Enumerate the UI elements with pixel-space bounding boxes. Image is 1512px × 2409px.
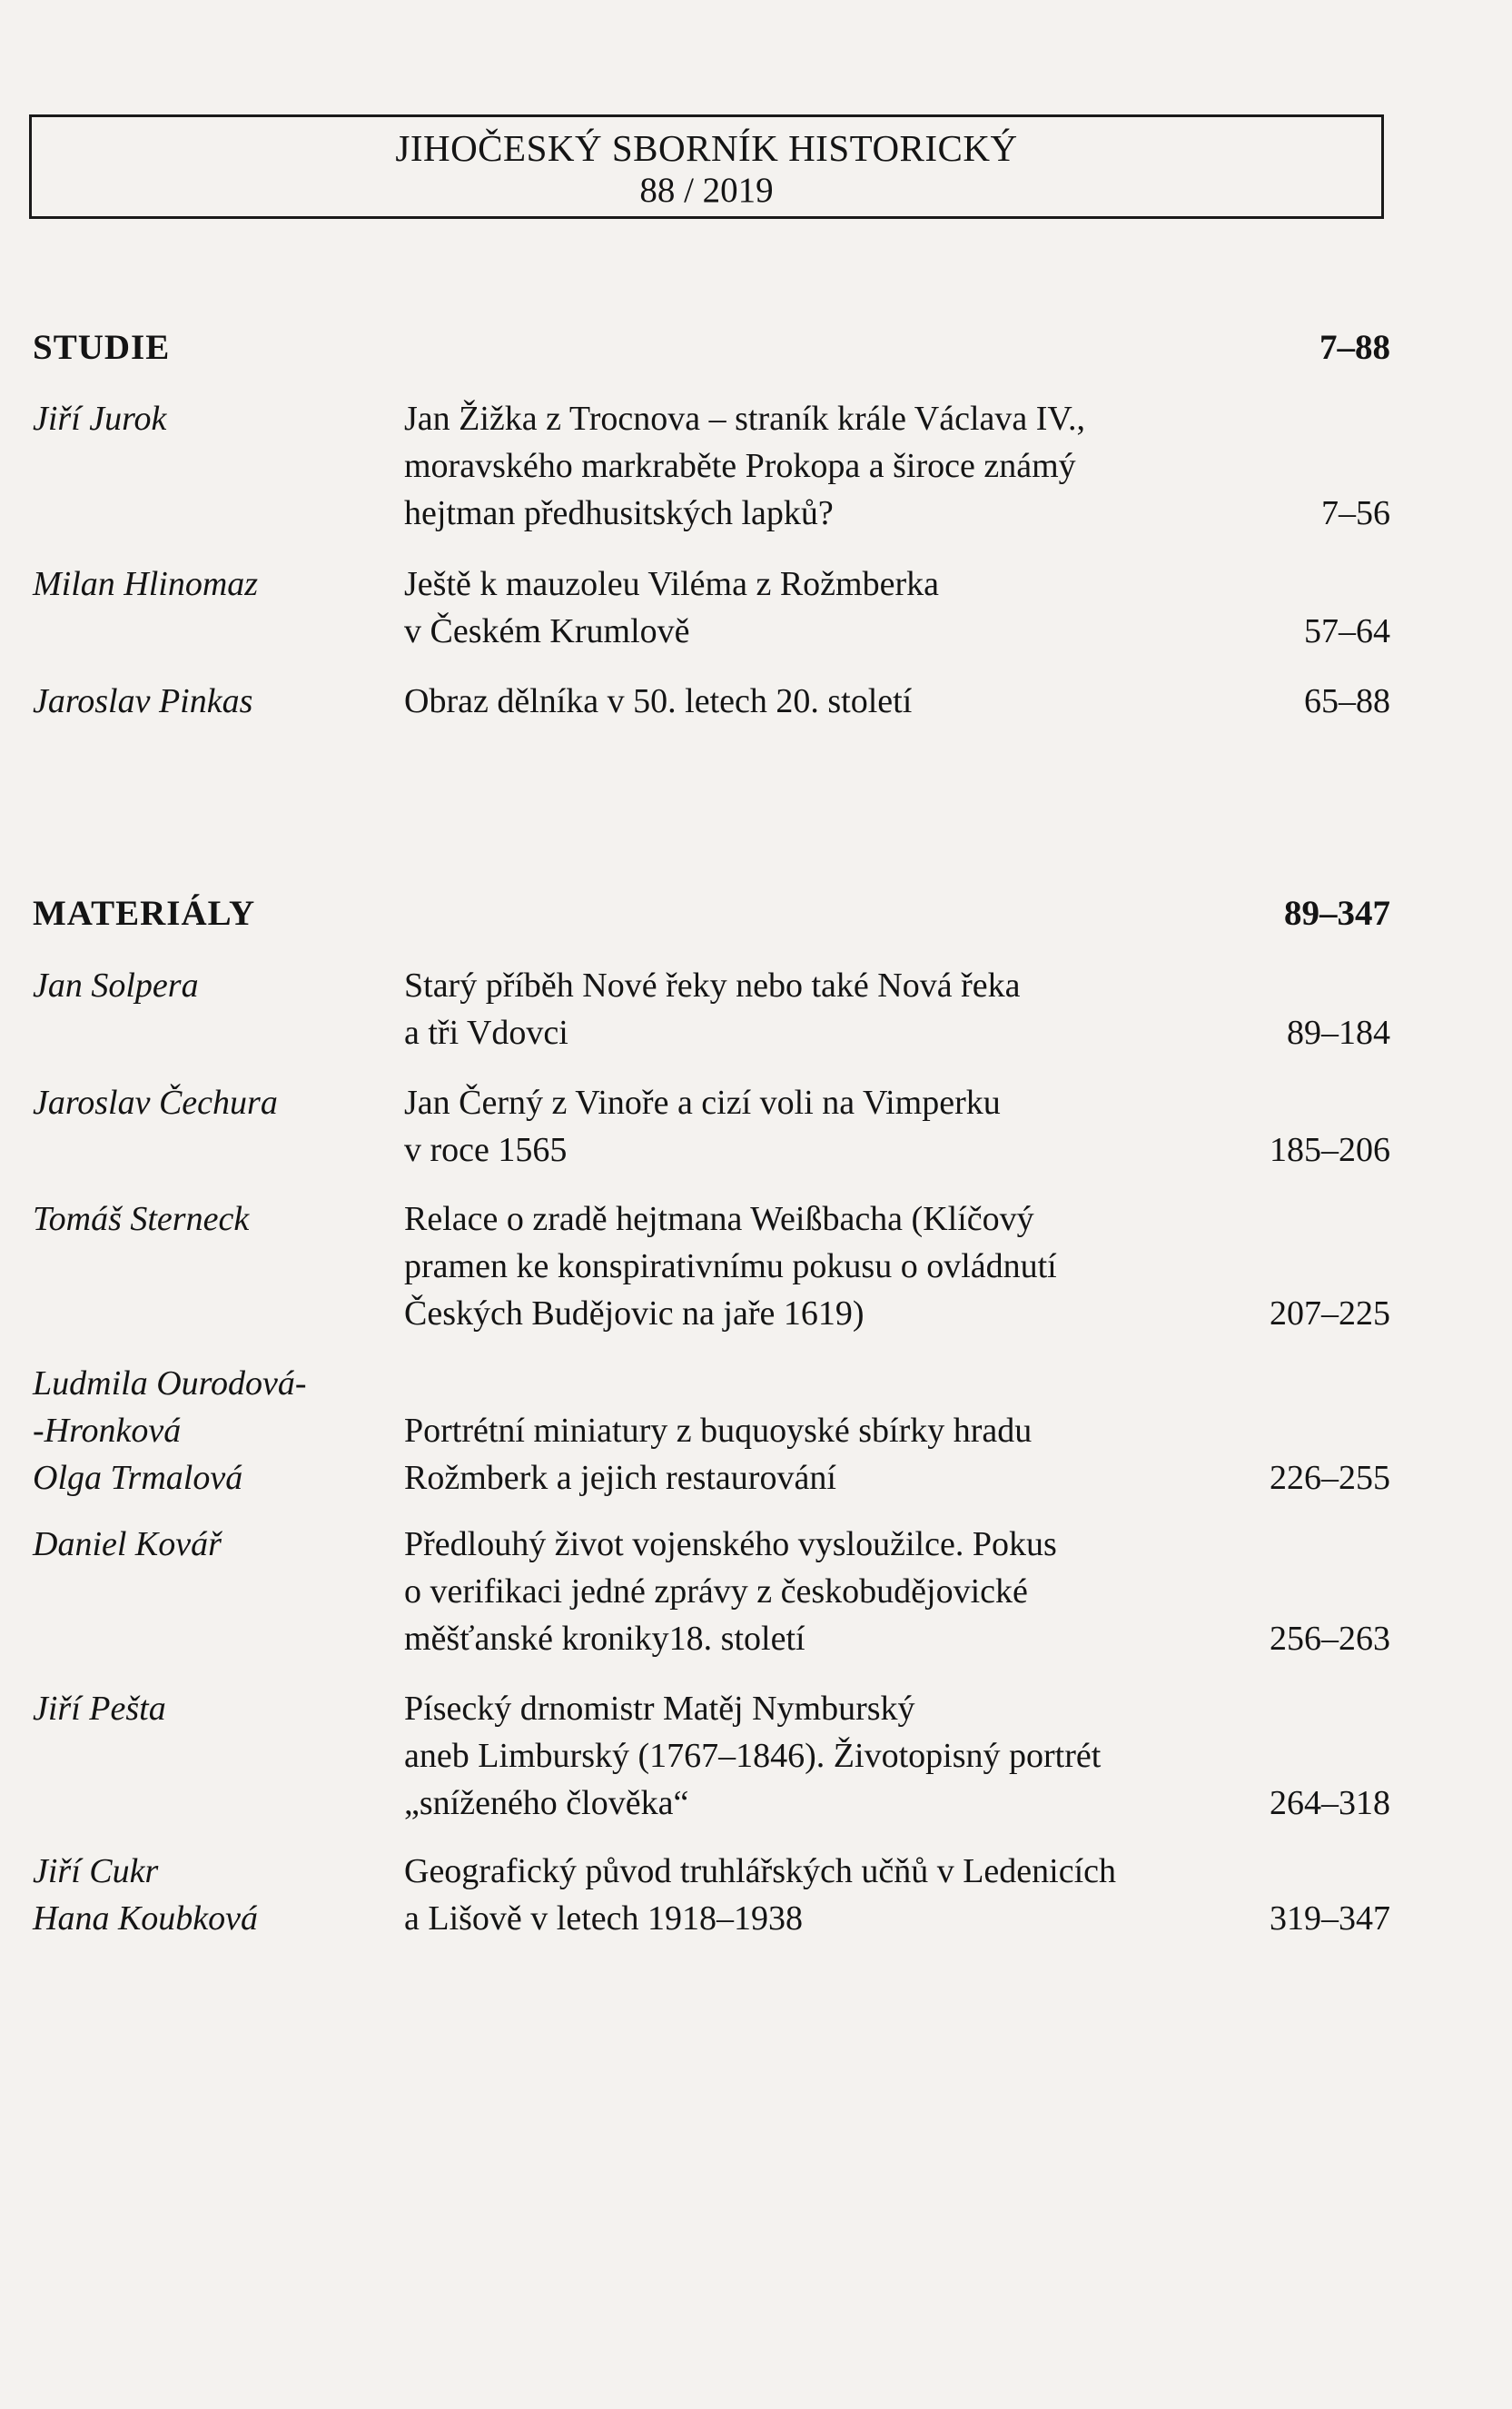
title-line: Geografický původ truhlářských učňů v Ledenicích [404, 1852, 1117, 1890]
title-line: Jan Černý z Vinoře a cizí voli na Vimperku [404, 1084, 1001, 1122]
toc-entry [33, 678, 1390, 729]
title-line: a Lišově v letech 1918–1938 [404, 1899, 804, 1938]
title-line: hejtman předhusitských lapků? [404, 494, 834, 532]
entry-pages: 207–225 [1270, 1294, 1390, 1333]
author-name: Jiří Jurok [33, 400, 167, 438]
entry-authors [33, 395, 387, 442]
author-name: -Hronková [33, 1412, 182, 1450]
toc-entry [33, 1848, 1390, 1948]
title-line: Předlouhý život vojenského vysloužilce. Pokus [404, 1525, 1057, 1563]
section-title: MATERIÁLY [33, 894, 256, 933]
entry-title [404, 1195, 1185, 1337]
entry-pages: 65–88 [1304, 682, 1390, 720]
section-title: STUDIE [33, 328, 171, 367]
toc-entry [33, 1079, 1390, 1179]
entry-authors [33, 962, 387, 1009]
entry-title [404, 678, 1185, 725]
entry-authors [33, 1685, 387, 1732]
entry-authors [33, 1848, 387, 1942]
title-line: o verifikaci jedné zprávy z českobudějovické [404, 1572, 1028, 1611]
title-line: Starý příběh Nové řeky nebo také Nová řeka [404, 967, 1021, 1005]
title-line: Českých Budějovic na jaře 1619) [404, 1294, 865, 1333]
title-line: Rožmberk a jejich restaurování [404, 1459, 836, 1497]
entry-pages: 264–318 [1270, 1784, 1390, 1822]
title-line: Jan Žižka z Trocnova – straník krále Václava IV., [404, 400, 1085, 438]
title-line: moravského markraběte Prokopa a široce známý [404, 447, 1076, 485]
entry-authors [33, 1079, 387, 1126]
section-heading-studie [33, 327, 1390, 372]
title-line: „sníženého člověka“ [404, 1784, 689, 1822]
title-line: pramen ke konspirativnímu pokusu o ovládnutí [404, 1247, 1057, 1285]
entry-title [404, 1685, 1185, 1827]
entry-pages: 89–184 [1287, 1014, 1390, 1052]
author-name: Daniel Kovář [33, 1525, 222, 1563]
toc-entry [33, 1685, 1390, 1830]
entry-pages: 226–255 [1270, 1459, 1390, 1497]
title-line: Portrétní miniatury z buquoyské sbírky hradu [404, 1412, 1033, 1450]
author-name: Jaroslav Pinkas [33, 682, 253, 720]
title-line: v Českém Krumlově [404, 612, 690, 650]
entry-title [404, 1407, 1185, 1502]
entry-title [404, 962, 1185, 1056]
entry-title [404, 560, 1185, 655]
entry-pages: 7–56 [1321, 494, 1390, 532]
entry-title [404, 1079, 1185, 1174]
author-name: Jaroslav Čechura [33, 1084, 278, 1122]
entry-pages: 185–206 [1270, 1131, 1390, 1169]
entry-authors [33, 678, 387, 725]
section-page-range: 89–347 [1284, 894, 1390, 933]
section-page-range: 7–88 [1319, 328, 1390, 367]
entry-authors [33, 1521, 387, 1568]
title-line: měšťanské kroniky18. století [404, 1620, 805, 1658]
title-line: aneb Limburský (1767–1846). Životopisný portrét [404, 1737, 1102, 1775]
author-name: Jan Solpera [33, 967, 199, 1005]
entry-title [404, 1848, 1185, 1942]
entry-authors [33, 1360, 387, 1502]
title-line: Písecký drnomistr Matěj Nymburský [404, 1690, 915, 1728]
title-line: Obraz dělníka v 50. letech 20. století [404, 682, 913, 720]
journal-issue: 88 / 2019 [639, 171, 774, 210]
title-line: v roce 1565 [404, 1131, 568, 1169]
toc-entry [33, 560, 1390, 660]
toc-entry [33, 395, 1390, 540]
title-line: Relace o zradě hejtmana Weißbacha (Klíčový [404, 1200, 1034, 1238]
journal-header [29, 114, 1384, 219]
author-name: Ludmila Ourodová- [33, 1364, 307, 1403]
entry-title [404, 1521, 1185, 1662]
entry-pages: 319–347 [1270, 1899, 1390, 1938]
entry-authors [33, 560, 387, 608]
entry-pages: 256–263 [1270, 1620, 1390, 1658]
toc-entry [33, 1195, 1390, 1341]
entry-pages: 57–64 [1304, 612, 1390, 650]
author-name: Olga Trmalová [33, 1459, 243, 1497]
section-heading-materialy [33, 893, 1390, 938]
author-name: Tomáš Sterneck [33, 1200, 250, 1238]
entry-title [404, 395, 1185, 537]
toc-entry [33, 1521, 1390, 1666]
journal-title: JIHOČESKÝ SBORNÍK HISTORICKÝ [395, 127, 1018, 169]
toc-entry [33, 1360, 1390, 1505]
toc-entry [33, 962, 1390, 1062]
author-name: Milan Hlinomaz [33, 565, 259, 603]
author-name: Hana Koubková [33, 1899, 259, 1938]
author-name: Jiří Cukr [33, 1852, 159, 1890]
author-name: Jiří Pešta [33, 1690, 166, 1728]
title-line: a tři Vdovci [404, 1014, 568, 1052]
entry-authors [33, 1195, 387, 1243]
title-line: Ještě k mauzoleu Viléma z Rožmberka [404, 565, 939, 603]
